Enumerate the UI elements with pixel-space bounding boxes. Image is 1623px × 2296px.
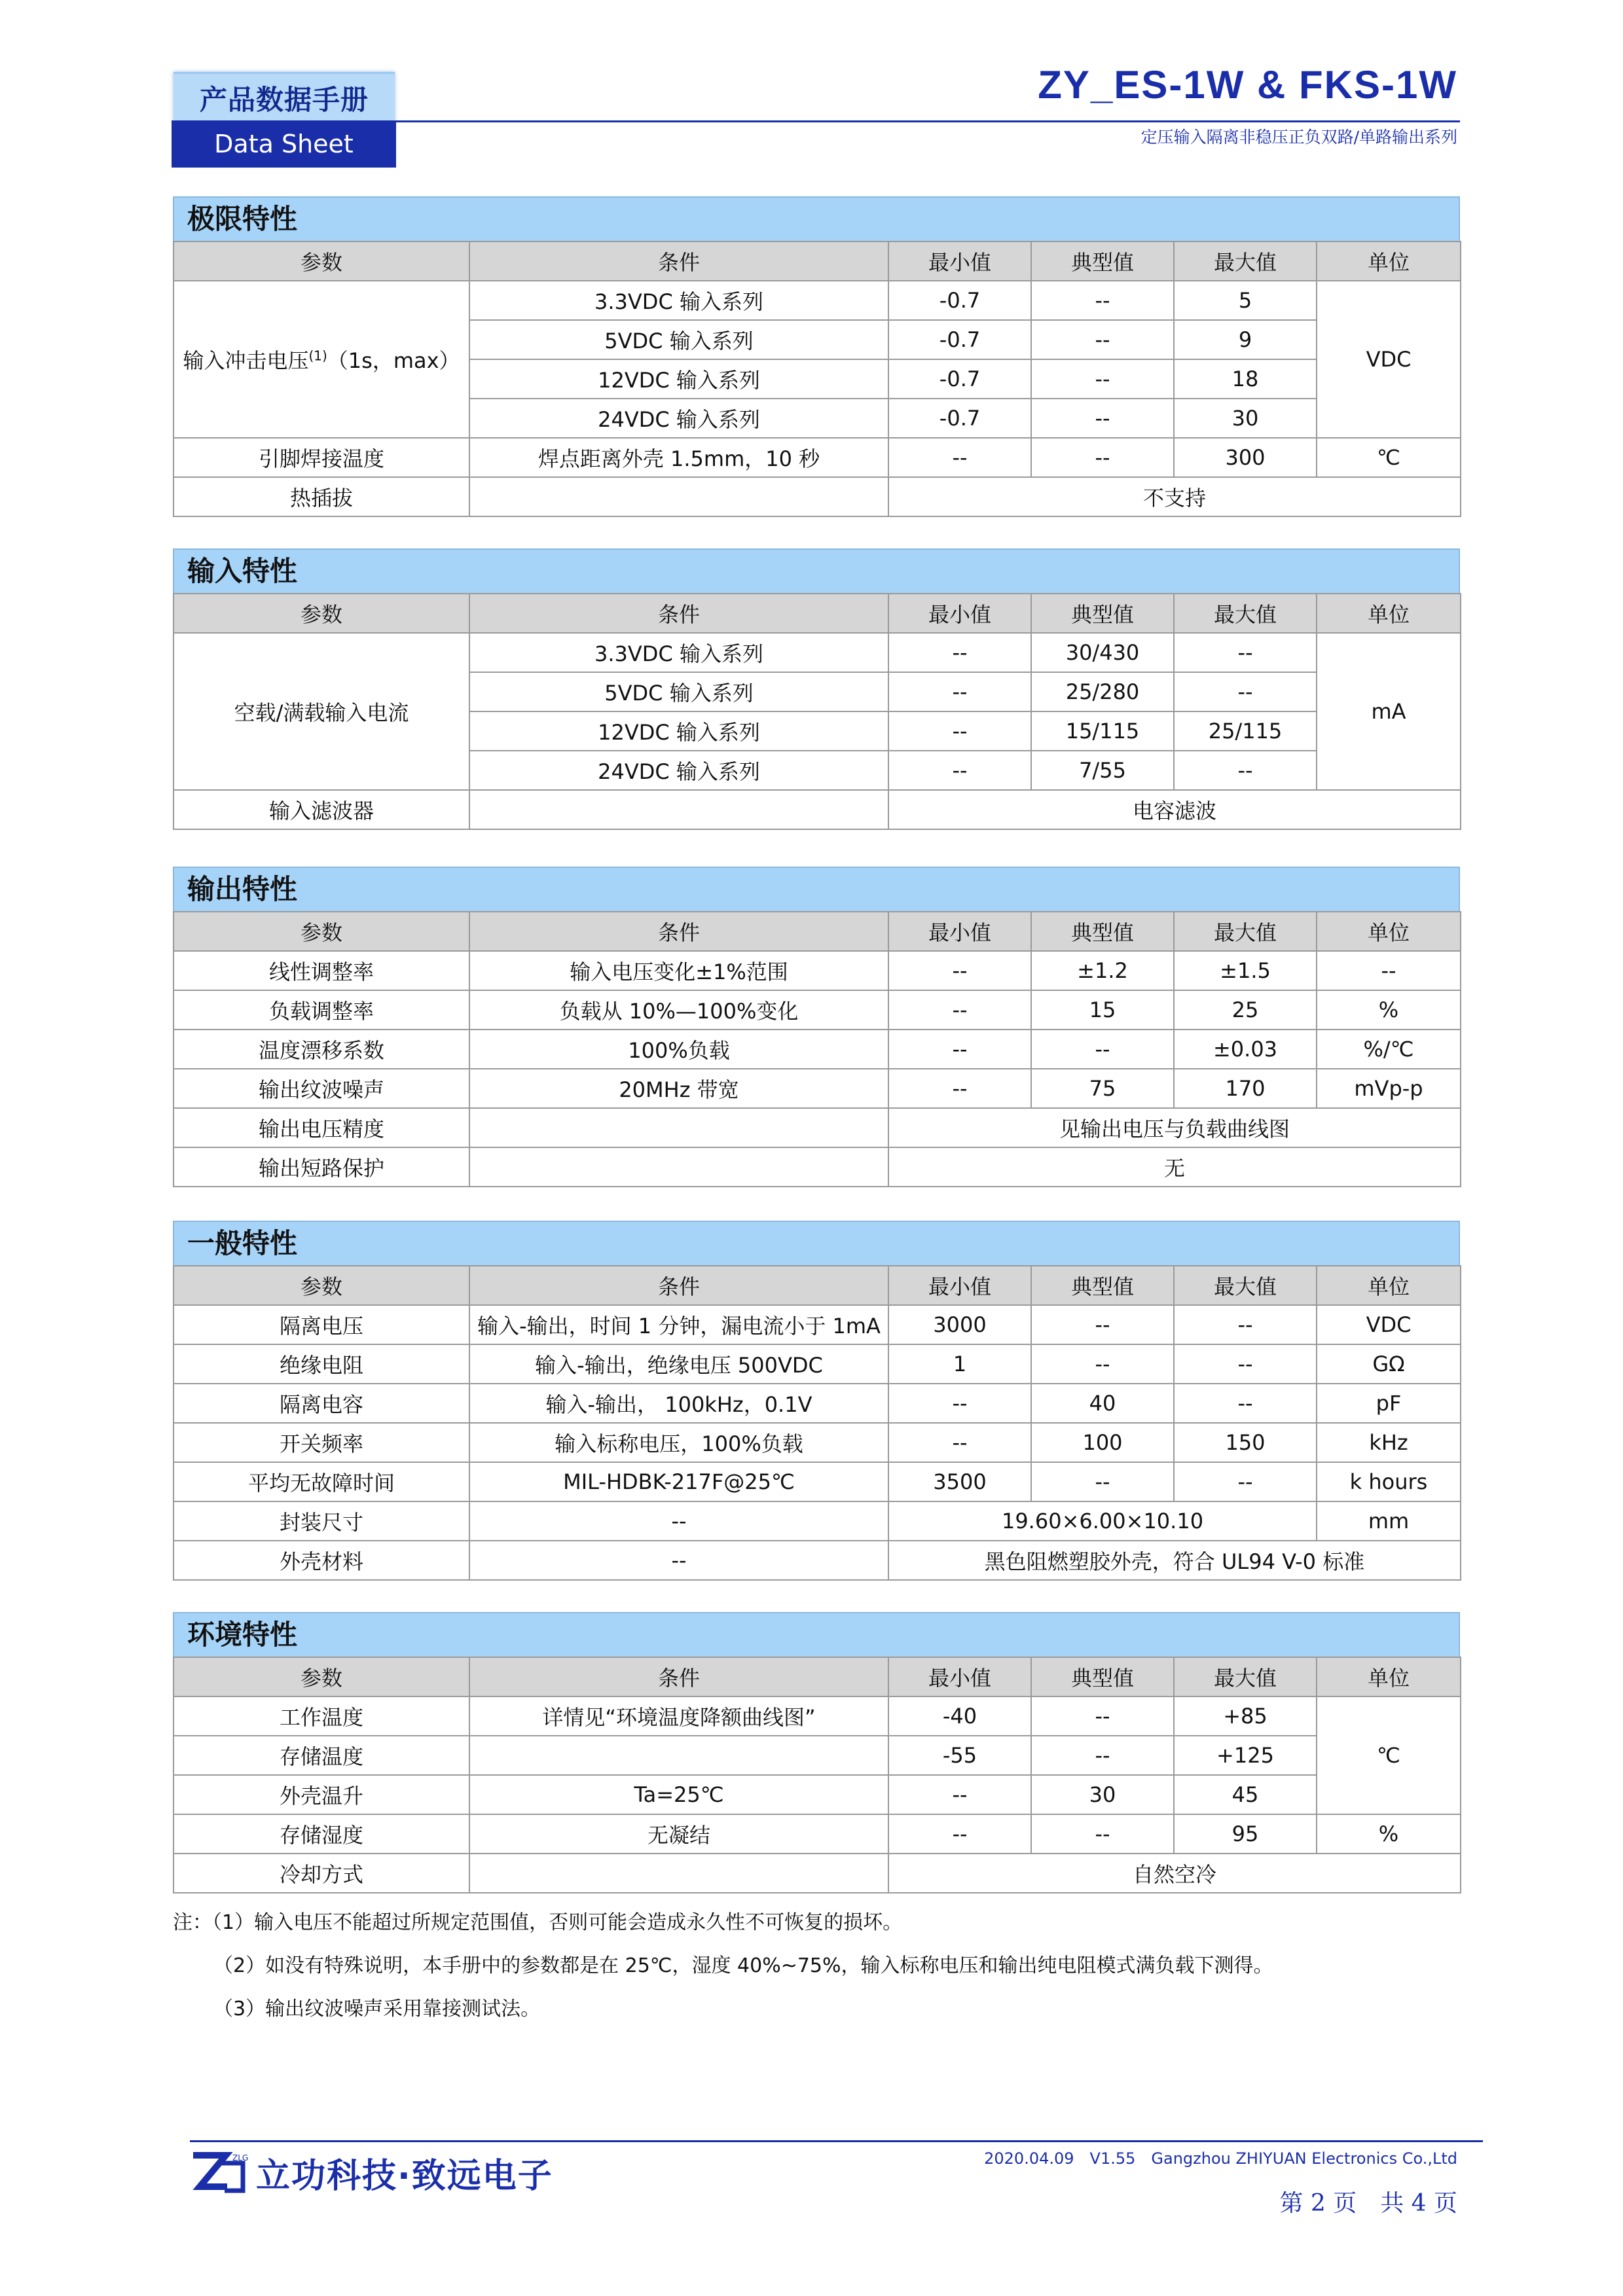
table-header-row	[173, 1657, 1461, 1696]
section-title: 一般特性	[173, 1221, 1460, 1265]
cond-cell: 负载从 10%—100%变化	[469, 990, 888, 1030]
cond-cell: 12VDC 输入系列	[469, 359, 888, 399]
min-cell: 3000	[888, 1305, 1031, 1344]
min-cell: --	[888, 633, 1031, 672]
param-cell: 外壳材料	[173, 1541, 469, 1580]
unit-cell: VDC	[1317, 281, 1461, 438]
typ-cell: 30/430	[1031, 633, 1174, 672]
table-row	[173, 1423, 1461, 1462]
table-row	[173, 1501, 1461, 1541]
unit-cell: VDC	[1317, 1305, 1461, 1344]
max-cell: ±1.5	[1174, 951, 1317, 990]
cond-cell	[469, 1147, 888, 1187]
cond-cell: 3.3VDC 输入系列	[469, 281, 888, 320]
max-cell: --	[1174, 672, 1317, 711]
cond-cell	[469, 477, 888, 516]
min-cell: -0.7	[888, 359, 1031, 399]
table-row	[173, 281, 1461, 320]
section-title: 极限特性	[173, 196, 1460, 241]
col-header: 典型值	[1031, 912, 1174, 951]
min-cell: --	[888, 711, 1031, 751]
typ-cell: 7/55	[1031, 751, 1174, 790]
col-header: 条件	[469, 242, 888, 281]
general-table	[173, 1265, 1461, 1581]
param-cell: 线性调整率	[173, 951, 469, 990]
table-row	[173, 990, 1461, 1030]
doc-type-en-tab: Data Sheet	[172, 120, 396, 168]
unit-cell: %/℃	[1317, 1030, 1461, 1069]
col-header: 参数	[173, 242, 469, 281]
col-header: 最小值	[888, 1266, 1031, 1305]
table-row	[173, 1775, 1461, 1814]
unit-cell: mm	[1317, 1501, 1461, 1541]
max-cell: 18	[1174, 359, 1317, 399]
unit-cell: ℃	[1317, 1696, 1461, 1814]
col-header: 单位	[1317, 242, 1461, 281]
max-cell: --	[1174, 1384, 1317, 1423]
zlg-logo-icon	[187, 2150, 249, 2196]
cond-cell: 24VDC 输入系列	[469, 751, 888, 790]
unit-cell: pF	[1317, 1384, 1461, 1423]
max-cell: 95	[1174, 1814, 1317, 1854]
cond-cell: 输入电压变化±1%范围	[469, 951, 888, 990]
max-cell: 45	[1174, 1775, 1317, 1814]
max-cell: 300	[1174, 438, 1317, 477]
footer-rule	[190, 2140, 1483, 2142]
param-cell: 隔离电压	[173, 1305, 469, 1344]
min-cell: -0.7	[888, 399, 1031, 438]
col-header: 典型值	[1031, 1657, 1174, 1696]
table-row	[173, 1305, 1461, 1344]
table-row	[173, 1030, 1461, 1069]
typ-cell: 25/280	[1031, 672, 1174, 711]
col-header: 最大值	[1174, 1657, 1317, 1696]
cond-cell: 24VDC 输入系列	[469, 399, 888, 438]
max-cell: --	[1174, 1305, 1317, 1344]
max-cell: --	[1174, 1462, 1317, 1501]
cond-cell: 100%负载	[469, 1030, 888, 1069]
cond-cell: 5VDC 输入系列	[469, 320, 888, 359]
table-row	[173, 1736, 1461, 1775]
cond-cell: 输入-输出，绝缘电压 500VDC	[469, 1344, 888, 1384]
min-cell: --	[888, 1384, 1031, 1423]
table-row	[173, 1696, 1461, 1736]
max-cell: 25/115	[1174, 711, 1317, 751]
cond-cell	[469, 1854, 888, 1893]
value-cell: 黑色阻燃塑胶外壳，符合 UL94 V-0 标准	[888, 1541, 1461, 1580]
param-cell: 引脚焊接温度	[173, 438, 469, 477]
cond-cell	[469, 790, 888, 829]
cond-cell: 焊点距离外壳 1.5mm，10 秒	[469, 438, 888, 477]
section-title: 输入特性	[173, 548, 1460, 593]
cond-cell: --	[469, 1501, 888, 1541]
param-cell: 开关频率	[173, 1423, 469, 1462]
cond-cell: Ta=25℃	[469, 1775, 888, 1814]
col-header: 最小值	[888, 912, 1031, 951]
limits-table	[173, 241, 1461, 517]
param-cell: 输出纹波噪声	[173, 1069, 469, 1108]
col-header: 最大值	[1174, 242, 1317, 281]
typ-cell: --	[1031, 438, 1174, 477]
col-header: 条件	[469, 1266, 888, 1305]
table-row	[173, 1069, 1461, 1108]
col-header: 最大值	[1174, 912, 1317, 951]
typ-cell: --	[1031, 359, 1174, 399]
min-cell: --	[888, 1814, 1031, 1854]
max-cell: +125	[1174, 1736, 1317, 1775]
min-cell: --	[888, 990, 1031, 1030]
table-row	[173, 1541, 1461, 1580]
max-cell: ±0.03	[1174, 1030, 1317, 1069]
col-header: 条件	[469, 594, 888, 633]
min-cell: -55	[888, 1736, 1031, 1775]
min-cell: -0.7	[888, 281, 1031, 320]
min-cell: --	[888, 438, 1031, 477]
cond-cell: 3.3VDC 输入系列	[469, 633, 888, 672]
col-header: 最小值	[888, 594, 1031, 633]
min-cell: -0.7	[888, 320, 1031, 359]
section-title: 输出特性	[173, 867, 1460, 911]
cond-cell: MIL-HDBK-217F@25℃	[469, 1462, 888, 1501]
unit-cell: GΩ	[1317, 1344, 1461, 1384]
table-row	[173, 1108, 1461, 1147]
min-cell: --	[888, 1423, 1031, 1462]
section-environment	[173, 1612, 1460, 1893]
table-row	[173, 1344, 1461, 1384]
col-header: 典型值	[1031, 242, 1174, 281]
col-header: 典型值	[1031, 594, 1174, 633]
max-cell: +85	[1174, 1696, 1317, 1736]
unit-cell: --	[1317, 951, 1461, 990]
notes	[173, 1901, 1273, 2031]
col-header: 最小值	[888, 1657, 1031, 1696]
col-header: 单位	[1317, 1266, 1461, 1305]
typ-cell: 15/115	[1031, 711, 1174, 751]
value-cell: 无	[888, 1147, 1461, 1187]
param-cell: 冷却方式	[173, 1854, 469, 1893]
table-row	[173, 1462, 1461, 1501]
unit-cell: mVp-p	[1317, 1069, 1461, 1108]
table-row	[173, 1384, 1461, 1423]
param-cell: 绝缘电阻	[173, 1344, 469, 1384]
typ-cell: --	[1031, 1736, 1174, 1775]
table-header-row	[173, 594, 1461, 633]
typ-cell: --	[1031, 1305, 1174, 1344]
company-logo	[187, 2148, 553, 2197]
cond-cell	[469, 1108, 888, 1147]
output-table	[173, 911, 1461, 1187]
col-header: 参数	[173, 1266, 469, 1305]
typ-cell: 75	[1031, 1069, 1174, 1108]
section-output	[173, 867, 1460, 1187]
cond-cell: 输入标称电压，100%负载	[469, 1423, 888, 1462]
param-cell: 平均无故障时间	[173, 1462, 469, 1501]
min-cell: 1	[888, 1344, 1031, 1384]
param-cell: 输出电压精度	[173, 1108, 469, 1147]
param-cell: 负载调整率	[173, 990, 469, 1030]
table-row	[173, 790, 1461, 829]
doc-type-tab: 产品数据手册	[173, 72, 395, 122]
min-cell: --	[888, 1030, 1031, 1069]
cond-cell	[469, 1736, 888, 1775]
min-cell: --	[888, 1069, 1031, 1108]
param-cell: 输入滤波器	[173, 790, 469, 829]
max-cell: 150	[1174, 1423, 1317, 1462]
col-header: 最大值	[1174, 1266, 1317, 1305]
col-header: 参数	[173, 1657, 469, 1696]
max-cell: 170	[1174, 1069, 1317, 1108]
typ-cell: --	[1031, 1696, 1174, 1736]
value-cell: 见输出电压与负载曲线图	[888, 1108, 1461, 1147]
col-header: 单位	[1317, 912, 1461, 951]
param-cell: 隔离电容	[173, 1384, 469, 1423]
typ-cell: --	[1031, 399, 1174, 438]
col-header: 参数	[173, 912, 469, 951]
section-input	[173, 548, 1460, 830]
value-cell: 不支持	[888, 477, 1461, 516]
input-table	[173, 593, 1461, 830]
col-header: 最大值	[1174, 594, 1317, 633]
footer-info: 2020.04.09 V1.55 Gangzhou ZHIYUAN Electronics Co.,Ltd	[984, 2149, 1457, 2168]
typ-cell: ±1.2	[1031, 951, 1174, 990]
max-cell: 30	[1174, 399, 1317, 438]
table-row	[173, 633, 1461, 672]
table-row	[173, 477, 1461, 516]
cond-cell: 输入-输出， 100kHz，0.1V	[469, 1384, 888, 1423]
param-cell: 温度漂移系数	[173, 1030, 469, 1069]
unit-cell: mA	[1317, 633, 1461, 790]
col-header: 单位	[1317, 594, 1461, 633]
typ-cell: --	[1031, 281, 1174, 320]
unit-cell: ℃	[1317, 438, 1461, 477]
min-cell: -40	[888, 1696, 1031, 1736]
col-header: 典型值	[1031, 1266, 1174, 1305]
section-general	[173, 1221, 1460, 1581]
table-header-row	[173, 242, 1461, 281]
typ-cell: --	[1031, 1030, 1174, 1069]
section-limits	[173, 196, 1460, 517]
col-header: 最小值	[888, 242, 1031, 281]
param-cell: 输入冲击电压$^{(1)}$（1s，max）	[173, 281, 469, 438]
unit-cell: %	[1317, 990, 1461, 1030]
typ-cell: --	[1031, 1462, 1174, 1501]
value-cell: 电容滤波	[888, 790, 1461, 829]
value-cell: 自然空冷	[888, 1854, 1461, 1893]
value-cell: 19.60×6.00×10.10	[888, 1501, 1317, 1541]
typ-cell: --	[1031, 1344, 1174, 1384]
company-name: 立功科技·致远电子	[256, 2157, 553, 2196]
col-header: 参数	[173, 594, 469, 633]
table-row	[173, 438, 1461, 477]
environment-table	[173, 1657, 1461, 1893]
table-row	[173, 951, 1461, 990]
svg-text:ZLG: ZLG	[232, 2153, 249, 2162]
table-row	[173, 1147, 1461, 1187]
cond-cell: 无凝结	[469, 1814, 888, 1854]
min-cell: --	[888, 672, 1031, 711]
min-cell: --	[888, 751, 1031, 790]
unit-cell: k hours	[1317, 1462, 1461, 1501]
param-cell: 工作温度	[173, 1696, 469, 1736]
unit-cell: %	[1317, 1814, 1461, 1854]
max-cell: --	[1174, 751, 1317, 790]
cond-cell: 12VDC 输入系列	[469, 711, 888, 751]
note-3: （3）输出纹波噪声采用靠接测试法。	[213, 1998, 541, 2020]
typ-cell: 40	[1031, 1384, 1174, 1423]
param-cell: 输出短路保护	[173, 1147, 469, 1187]
max-cell: --	[1174, 633, 1317, 672]
note-2: （2）如没有特殊说明，本手册中的参数都是在 25℃，湿度 40%~75%，输入标称电压和输出纯电阻模式满负载下测得。	[213, 1954, 1273, 1977]
table-header-row	[173, 912, 1461, 951]
product-title: ZY_ES-1W & FKS-1W	[1038, 63, 1457, 107]
param-cell: 热插拔	[173, 477, 469, 516]
min-cell: 3500	[888, 1462, 1031, 1501]
typ-cell: --	[1031, 320, 1174, 359]
col-header: 单位	[1317, 1657, 1461, 1696]
typ-cell: 30	[1031, 1775, 1174, 1814]
typ-cell: --	[1031, 1814, 1174, 1854]
cond-cell: 详情见“环境温度降额曲线图”	[469, 1696, 888, 1736]
max-cell: 9	[1174, 320, 1317, 359]
min-cell: --	[888, 951, 1031, 990]
note-1: 注：（1）输入电压不能超过所规定范围值，否则可能会造成永久性不可恢复的损坏。	[173, 1911, 903, 1934]
col-header: 条件	[469, 912, 888, 951]
table-header-row	[173, 1266, 1461, 1305]
product-subtitle: 定压输入隔离非稳压正负双路/单路输出系列	[1140, 128, 1457, 147]
max-cell: --	[1174, 1344, 1317, 1384]
typ-cell: 15	[1031, 990, 1174, 1030]
max-cell: 25	[1174, 990, 1317, 1030]
param-cell: 存储温度	[173, 1736, 469, 1775]
unit-cell: kHz	[1317, 1423, 1461, 1462]
col-header: 条件	[469, 1657, 888, 1696]
cond-cell: 输入-输出，时间 1 分钟，漏电流小于 1mA	[469, 1305, 888, 1344]
typ-cell: 100	[1031, 1423, 1174, 1462]
param-cell: 存储湿度	[173, 1814, 469, 1854]
max-cell: 5	[1174, 281, 1317, 320]
cond-cell: 20MHz 带宽	[469, 1069, 888, 1108]
page-number: 第 2 页 共 4 页	[1279, 2190, 1457, 2217]
cond-cell: --	[469, 1541, 888, 1580]
cond-cell: 5VDC 输入系列	[469, 672, 888, 711]
param-cell: 外壳温升	[173, 1775, 469, 1814]
section-title: 环境特性	[173, 1612, 1460, 1657]
table-row	[173, 1854, 1461, 1893]
param-cell: 封装尺寸	[173, 1501, 469, 1541]
param-cell: 空载/满载输入电流	[173, 633, 469, 790]
header-rule	[396, 120, 1460, 122]
min-cell: --	[888, 1775, 1031, 1814]
table-row	[173, 1814, 1461, 1854]
